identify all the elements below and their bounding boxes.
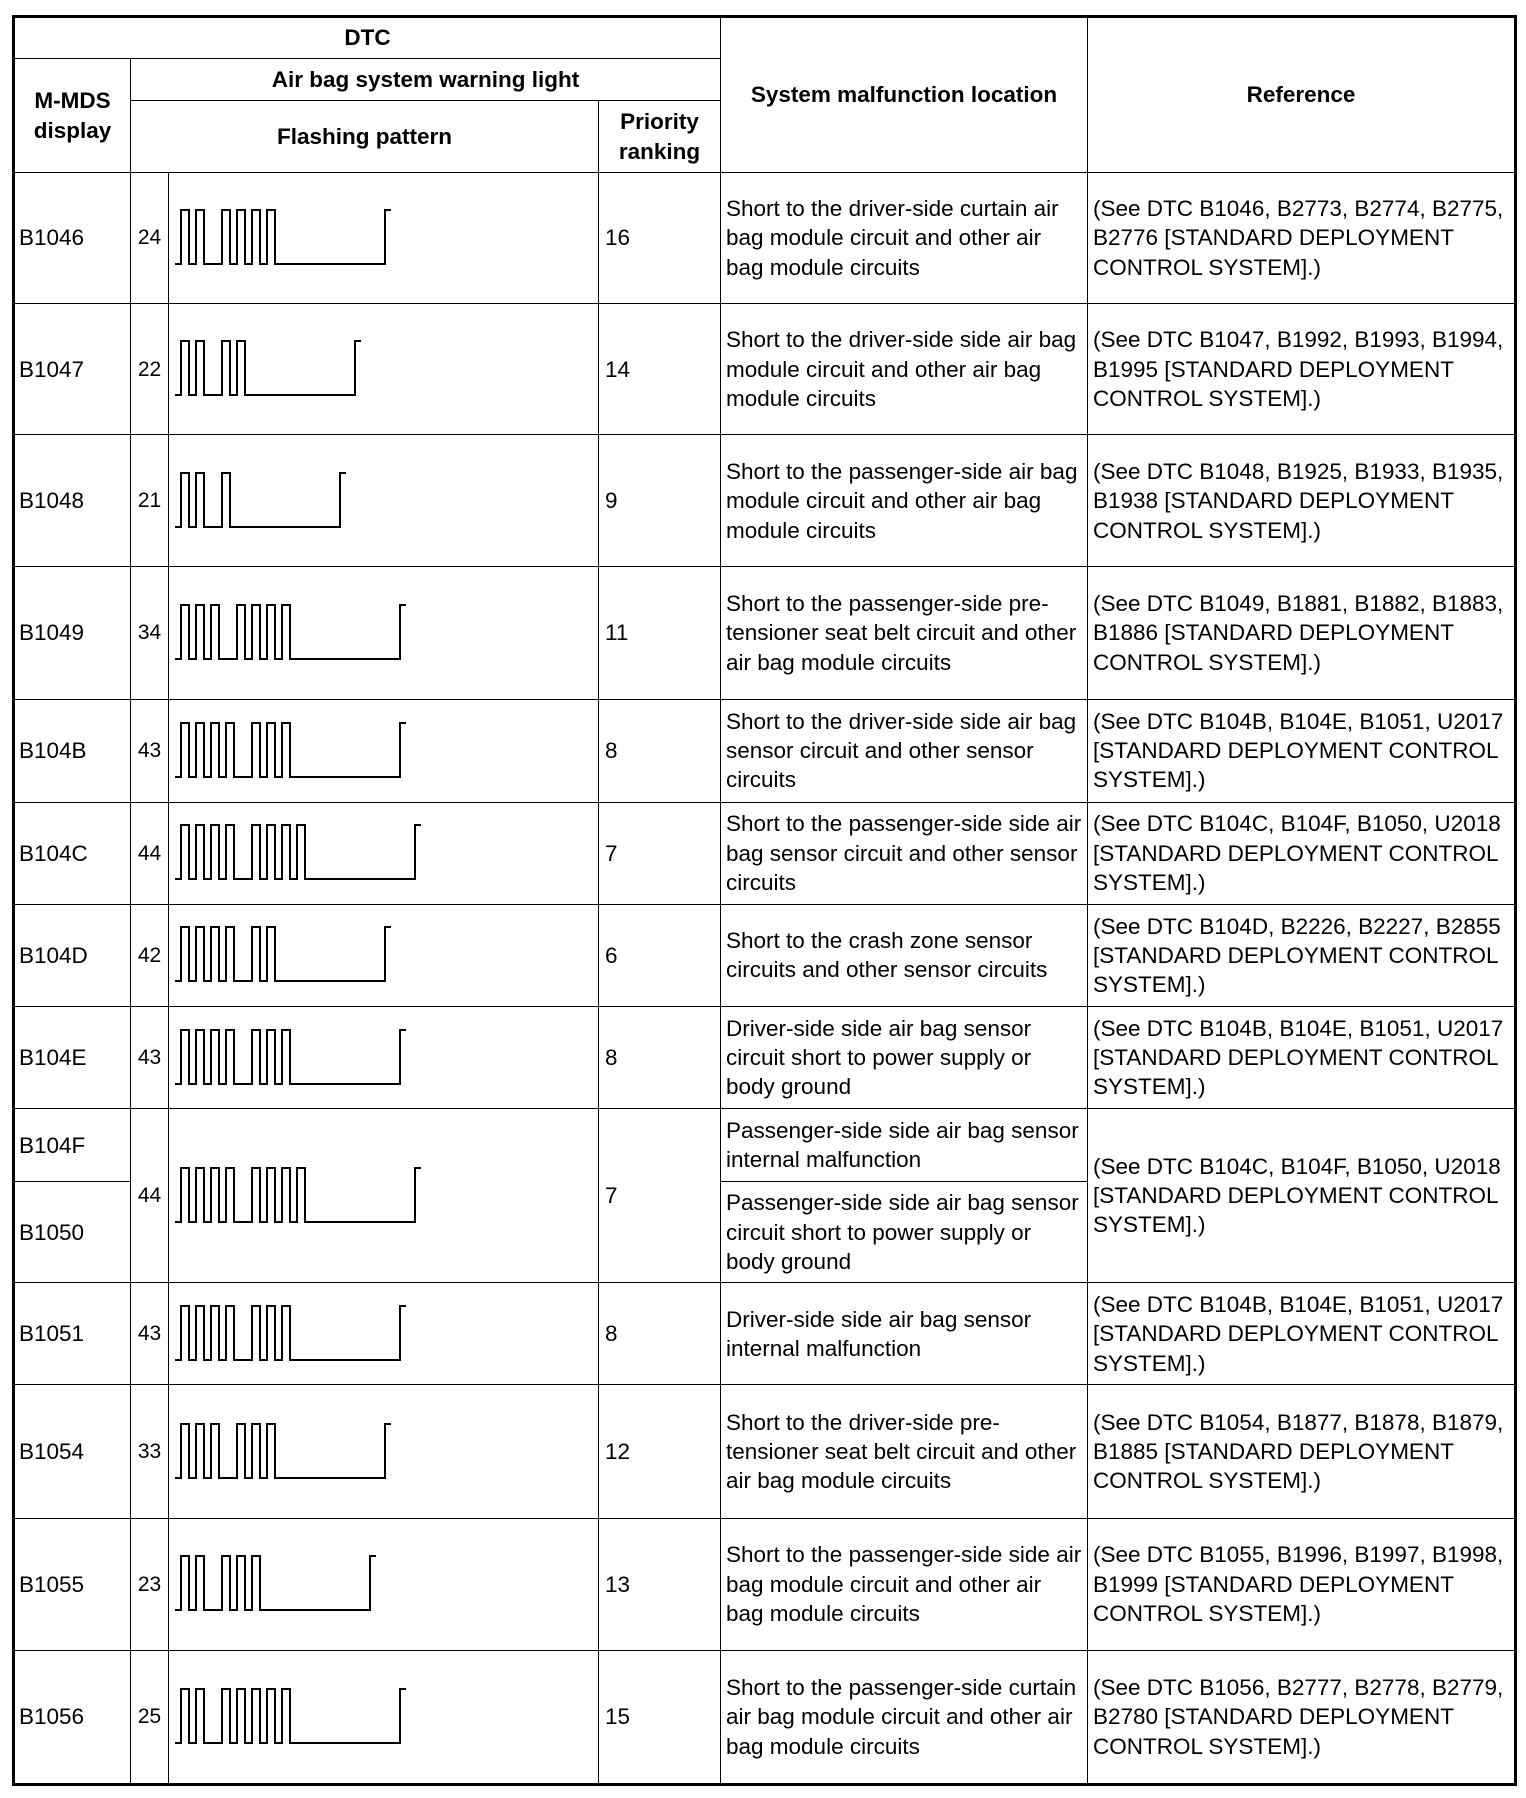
flash-count: 22: [131, 304, 169, 435]
reference-text: (See DTC B1049, B1881, B1882, B1883, B1886 [STANDARD DEPLOYMENT CONTROL SYSTEM].): [1088, 567, 1516, 699]
flash-count: 33: [131, 1385, 169, 1518]
flashing-pattern-diagram: [169, 304, 599, 435]
dtc-code: B104D: [14, 904, 131, 1006]
flash-count: 25: [131, 1650, 169, 1784]
flash-count: 43: [131, 1283, 169, 1385]
dtc-code: B104E: [14, 1007, 131, 1109]
table-row: [14, 1518, 1516, 1650]
header-warning-light: Air bag system warning light: [131, 59, 721, 101]
reference-text: (See DTC B104B, B104E, B1051, U2017 [STANDARD DEPLOYMENT CONTROL SYSTEM].): [1088, 1283, 1516, 1385]
dtc-code: B104C: [14, 802, 131, 904]
waveform-line: [175, 1306, 406, 1360]
dtc-code: B1055: [14, 1518, 131, 1650]
waveform-line: [175, 341, 361, 395]
header-location: System malfunction location: [721, 17, 1088, 173]
flashing-pattern-diagram: [169, 802, 599, 904]
waveform-icon: [169, 202, 599, 274]
flashing-pattern-diagram: [169, 435, 599, 567]
reference-text: (See DTC B1056, B2777, B2778, B2779, B2780 [STANDARD DEPLOYMENT CONTROL SYSTEM].): [1088, 1650, 1516, 1784]
flash-count: 34: [131, 567, 169, 699]
dtc-code: B104B: [14, 699, 131, 802]
waveform-icon: [169, 1298, 599, 1370]
malfunction-location: Short to the driver-side pre-tensioner seat belt circuit and other air bag module circuits: [721, 1385, 1088, 1518]
priority-ranking: 13: [599, 1518, 721, 1650]
flashing-pattern-diagram: [169, 567, 599, 699]
malfunction-location: Short to the driver-side curtain air bag module circuit and other air bag module circuits: [721, 173, 1088, 304]
table-row: [14, 802, 1516, 904]
table-body: [14, 173, 1516, 1785]
waveform-line: [175, 1030, 406, 1084]
table-row: [14, 304, 1516, 435]
priority-ranking: 6: [599, 904, 721, 1006]
reference-text: (See DTC B104C, B104F, B1050, U2018 [STANDARD DEPLOYMENT CONTROL SYSTEM].): [1088, 1109, 1516, 1283]
flashing-pattern-diagram: [169, 1007, 599, 1109]
header-dtc: DTC: [14, 17, 721, 59]
waveform-line: [175, 1168, 421, 1222]
flashing-pattern-diagram: [169, 699, 599, 802]
priority-ranking: 15: [599, 1650, 721, 1784]
reference-text: (See DTC B104B, B104E, B1051, U2017 [STANDARD DEPLOYMENT CONTROL SYSTEM].): [1088, 699, 1516, 802]
malfunction-location: Passenger-side side air bag sensor circuit short to power supply or body ground: [721, 1182, 1088, 1283]
waveform-icon: [169, 465, 599, 537]
malfunction-location: Short to the passenger-side pre-tensioner seat belt circuit and other air bag module circuits: [721, 567, 1088, 699]
dtc-code: B1054: [14, 1385, 131, 1518]
dtc-table: [12, 15, 1517, 1786]
waveform-line: [175, 927, 391, 981]
flash-count: 23: [131, 1518, 169, 1650]
malfunction-location: Short to the passenger-side air bag module circuit and other air bag module circuits: [721, 435, 1088, 567]
flash-count: 21: [131, 435, 169, 567]
header-reference: Reference: [1088, 17, 1516, 173]
priority-ranking: 9: [599, 435, 721, 567]
waveform-icon: [169, 1416, 599, 1488]
waveform-line: [175, 825, 421, 879]
priority-ranking: 8: [599, 699, 721, 802]
waveform-icon: [169, 597, 599, 669]
table-row: [14, 173, 1516, 304]
reference-text: (See DTC B104C, B104F, B1050, U2018 [STANDARD DEPLOYMENT CONTROL SYSTEM].): [1088, 802, 1516, 904]
flashing-pattern-diagram: [169, 173, 599, 304]
reference-text: (See DTC B104B, B104E, B1051, U2017 [STANDARD DEPLOYMENT CONTROL SYSTEM].): [1088, 1007, 1516, 1109]
reference-text: (See DTC B1046, B2773, B2774, B2775, B2776 [STANDARD DEPLOYMENT CONTROL SYSTEM].): [1088, 173, 1516, 304]
priority-ranking: 7: [599, 802, 721, 904]
waveform-icon: [169, 333, 599, 405]
malfunction-location: Driver-side side air bag sensor circuit short to power supply or body ground: [721, 1007, 1088, 1109]
reference-text: (See DTC B104D, B2226, B2227, B2855 [STANDARD DEPLOYMENT CONTROL SYSTEM].): [1088, 904, 1516, 1006]
dtc-code: B1049: [14, 567, 131, 699]
waveform-line: [175, 1689, 406, 1743]
malfunction-location: Passenger-side side air bag sensor internal malfunction: [721, 1109, 1088, 1182]
table-row: [14, 567, 1516, 699]
table-row: [14, 699, 1516, 802]
priority-ranking: 7: [599, 1109, 721, 1283]
malfunction-location: Short to the driver-side side air bag module circuit and other air bag module circuits: [721, 304, 1088, 435]
waveform-line: [175, 210, 391, 264]
waveform-icon: [169, 1022, 599, 1094]
header-priority-ranking: Priority ranking: [599, 101, 721, 173]
flashing-pattern-diagram: [169, 1109, 599, 1283]
table-header: [14, 17, 1516, 173]
priority-ranking: 14: [599, 304, 721, 435]
waveform-line: [175, 605, 406, 659]
waveform-icon: [169, 1548, 599, 1620]
waveform-icon: [169, 919, 599, 991]
dtc-code: B1047: [14, 304, 131, 435]
dtc-code: B104F: [14, 1109, 131, 1182]
flash-count: 24: [131, 173, 169, 304]
table-row: [14, 1109, 1516, 1182]
dtc-code: B1051: [14, 1283, 131, 1385]
malfunction-location: Short to the passenger-side side air bag module circuit and other air bag module circuits: [721, 1518, 1088, 1650]
priority-ranking: 8: [599, 1283, 721, 1385]
dtc-code: B1056: [14, 1650, 131, 1784]
waveform-icon: [169, 817, 599, 889]
priority-ranking: 16: [599, 173, 721, 304]
malfunction-location: Short to the crash zone sensor circuits and other sensor circuits: [721, 904, 1088, 1006]
table-row: [14, 904, 1516, 1006]
flash-count: 44: [131, 802, 169, 904]
waveform-line: [175, 723, 406, 777]
table-row: [14, 1007, 1516, 1109]
reference-text: (See DTC B1048, B1925, B1933, B1935, B1938 [STANDARD DEPLOYMENT CONTROL SYSTEM].): [1088, 435, 1516, 567]
reference-text: (See DTC B1055, B1996, B1997, B1998, B1999 [STANDARD DEPLOYMENT CONTROL SYSTEM].): [1088, 1518, 1516, 1650]
dtc-code: B1046: [14, 173, 131, 304]
flashing-pattern-diagram: [169, 1283, 599, 1385]
flash-count: 43: [131, 1007, 169, 1109]
malfunction-location: Short to the driver-side side air bag sensor circuit and other sensor circuits: [721, 699, 1088, 802]
table-row: [14, 1283, 1516, 1385]
table-row: [14, 1385, 1516, 1518]
dtc-code: B1050: [14, 1182, 131, 1283]
waveform-icon: [169, 1160, 599, 1232]
table-row: [14, 1650, 1516, 1784]
malfunction-location: Short to the passenger-side curtain air bag module circuit and other air bag module circuits: [721, 1650, 1088, 1784]
flashing-pattern-diagram: [169, 1650, 599, 1784]
waveform-icon: [169, 715, 599, 787]
header-flashing-pattern: Flashing pattern: [131, 101, 599, 173]
priority-ranking: 12: [599, 1385, 721, 1518]
table-row: [14, 435, 1516, 567]
waveform-line: [175, 473, 346, 527]
flash-count: 43: [131, 699, 169, 802]
flashing-pattern-diagram: [169, 904, 599, 1006]
priority-ranking: 8: [599, 1007, 721, 1109]
dtc-code: B1048: [14, 435, 131, 567]
flash-count: 44: [131, 1109, 169, 1283]
waveform-line: [175, 1424, 391, 1478]
reference-text: (See DTC B1054, B1877, B1878, B1879, B1885 [STANDARD DEPLOYMENT CONTROL SYSTEM].): [1088, 1385, 1516, 1518]
flash-count: 42: [131, 904, 169, 1006]
waveform-icon: [169, 1681, 599, 1753]
header-mmds-display: M-MDS display: [14, 59, 131, 173]
malfunction-location: Short to the passenger-side side air bag sensor circuit and other sensor circuits: [721, 802, 1088, 904]
flashing-pattern-diagram: [169, 1518, 599, 1650]
malfunction-location: Driver-side side air bag sensor internal malfunction: [721, 1283, 1088, 1385]
flashing-pattern-diagram: [169, 1385, 599, 1518]
priority-ranking: 11: [599, 567, 721, 699]
reference-text: (See DTC B1047, B1992, B1993, B1994, B1995 [STANDARD DEPLOYMENT CONTROL SYSTEM].): [1088, 304, 1516, 435]
waveform-line: [175, 1556, 376, 1610]
